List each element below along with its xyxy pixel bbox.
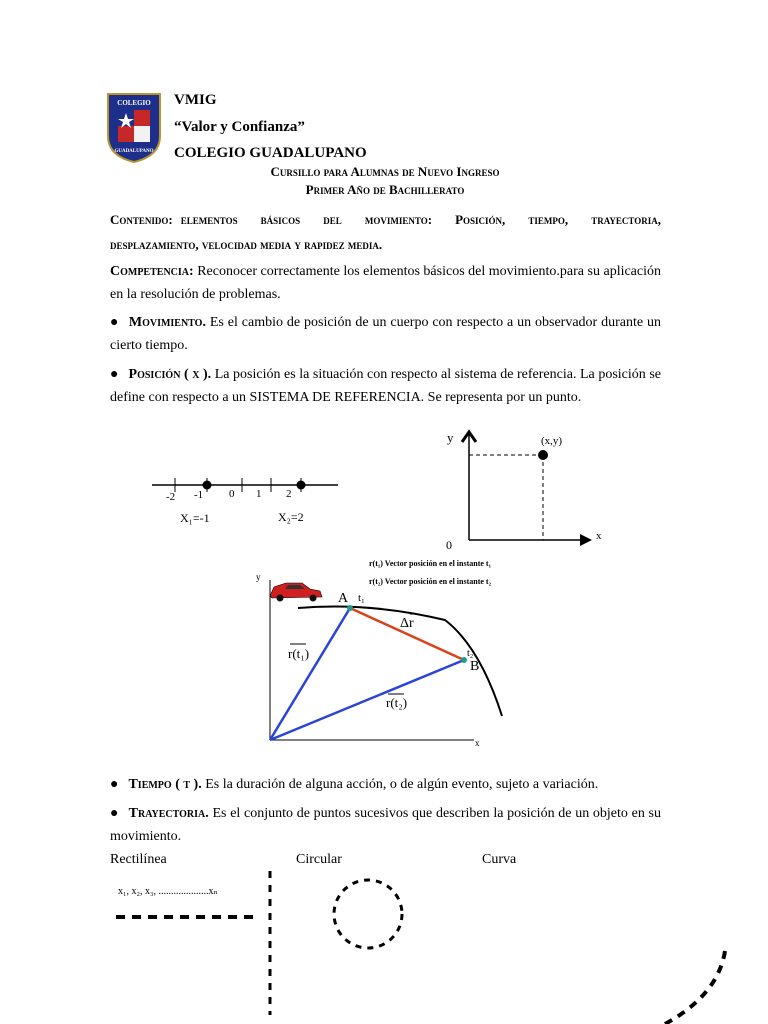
origin-label: 0 bbox=[446, 538, 452, 552]
competencia-text: Reconocer correctamente los elementos básicos del movimiento.para su aplicación en la resolución de problemas. bbox=[110, 264, 661, 302]
header-school: COLEGIO GUADALUPANO bbox=[174, 145, 367, 161]
points-sequence: x₁, x₂, x₃, ....................xₙ bbox=[118, 886, 218, 897]
posicion-label: Posición ( x ). bbox=[128, 367, 212, 382]
contenido-label: Contenido: bbox=[110, 212, 173, 227]
x-axis-arrow-icon bbox=[580, 534, 592, 546]
movimiento-label: Movimiento. bbox=[128, 315, 206, 330]
contenido-block bbox=[110, 208, 661, 258]
tiempo-text: Es la duración de alguna acción, o de algún evento, sujeto a variación. bbox=[205, 777, 599, 792]
vector-r-t1 bbox=[270, 608, 350, 740]
y-axis-label: y bbox=[447, 430, 454, 445]
label-a: A bbox=[338, 591, 349, 606]
subtitle-year: Primer Año de Bachillerato bbox=[305, 182, 465, 197]
vector-position-diagram bbox=[250, 552, 530, 757]
subtitle-course: Cursillo para Alumnas de Nuevo Ingreso bbox=[270, 164, 500, 179]
trayectoria-label: Trayectoria. bbox=[128, 806, 209, 821]
label-r-t1: r(t₁) bbox=[288, 646, 310, 661]
point-x2 bbox=[297, 481, 306, 490]
posicion-paragraph: ● Posición ( x ). La posición es la situación con respecto al sistema de referencia. La posición se define con respecto a un SISTEMA DE REFERENCIA. Se representa por un punto. bbox=[110, 367, 661, 405]
type-rectilinea: Rectilínea bbox=[110, 852, 167, 867]
label-delta-r: Δr bbox=[400, 616, 414, 631]
trayectoria-text: Es el conjunto de puntos sucesivos que describen la posición de un objeto en su movimiento. bbox=[110, 806, 661, 844]
tiempo-label: Tiempo ( t ). bbox=[128, 777, 202, 792]
label-t2: t₂ bbox=[467, 648, 474, 659]
vector-x-label: x bbox=[475, 738, 480, 748]
logo-text-bottom: GUADALUPANO bbox=[114, 149, 154, 154]
tick-label: -1 bbox=[194, 489, 204, 501]
x-axis-label: x bbox=[596, 530, 602, 542]
movimiento-paragraph: ● Movimiento. Es el cambio de posición de un cuerpo con respecto a un observador durante un cierto tiempo. bbox=[110, 315, 661, 353]
tick-label: 0 bbox=[229, 488, 235, 500]
curved-dashed-path bbox=[665, 951, 725, 1024]
tick-label: -2 bbox=[166, 491, 176, 503]
trajectory-types-diagram bbox=[110, 865, 768, 1024]
tiempo-paragraph: ● Tiempo ( t ). Es la duración de alguna acción, o de algún evento, sujeto a variación. bbox=[110, 777, 599, 792]
label-r-t2: r(t₂) bbox=[386, 695, 408, 710]
label-x1: X₁=-1 bbox=[180, 511, 210, 525]
circular-dashed-path bbox=[334, 880, 402, 948]
movimiento-text: Es el cambio de posición de un cuerpo con respecto a un observador durante un cierto tiempo. bbox=[110, 315, 661, 353]
point-label: (x,y) bbox=[541, 435, 563, 447]
header-motto: “Valor y Confianza” bbox=[174, 119, 305, 135]
tick-label: 2 bbox=[286, 488, 292, 500]
car-icon bbox=[270, 583, 322, 602]
vector-r-t2 bbox=[270, 660, 464, 740]
label-x2: X₂=2 bbox=[278, 510, 304, 524]
school-logo bbox=[106, 92, 162, 164]
header-vmig: VMIG bbox=[174, 92, 217, 108]
competencia-label: Competencia: bbox=[110, 264, 194, 279]
number-line-diagram bbox=[150, 470, 350, 530]
point-xy bbox=[538, 450, 548, 460]
competencia-paragraph bbox=[110, 260, 661, 306]
trayectoria-paragraph: ● Trayectoria. Es el conjunto de puntos sucesivos que describen la posición de un objeto en su movimiento. bbox=[110, 806, 661, 844]
contenido-text-2: desplazamiento, velocidad media y rapidez media. bbox=[110, 237, 383, 252]
posicion-text: La posición es la situación con respecto al sistema de referencia. La posición se define con respecto a un SISTEMA DE REFERENCIA. Se representa por un punto. bbox=[110, 367, 661, 405]
legend-r-t2: r(t₂) Vector posición en el instante t₂ bbox=[369, 577, 491, 586]
xy-coordinate-diagram bbox=[440, 424, 610, 554]
legend-r-t1: r(t₁) Vector posición en el instante t₁ bbox=[369, 559, 491, 568]
vector-y-label: y bbox=[256, 572, 261, 582]
type-circular: Circular bbox=[296, 852, 342, 867]
contenido-text-1: elementos básicos del movimiento: Posición, tiempo, trayectoria, bbox=[180, 212, 661, 227]
label-t1: t₁ bbox=[358, 592, 365, 604]
logo-text-top: COLEGIO bbox=[117, 99, 151, 107]
point-x1 bbox=[203, 481, 212, 490]
label-b: B bbox=[470, 659, 480, 674]
type-curva: Curva bbox=[482, 852, 517, 867]
tick-label: 1 bbox=[256, 488, 262, 500]
